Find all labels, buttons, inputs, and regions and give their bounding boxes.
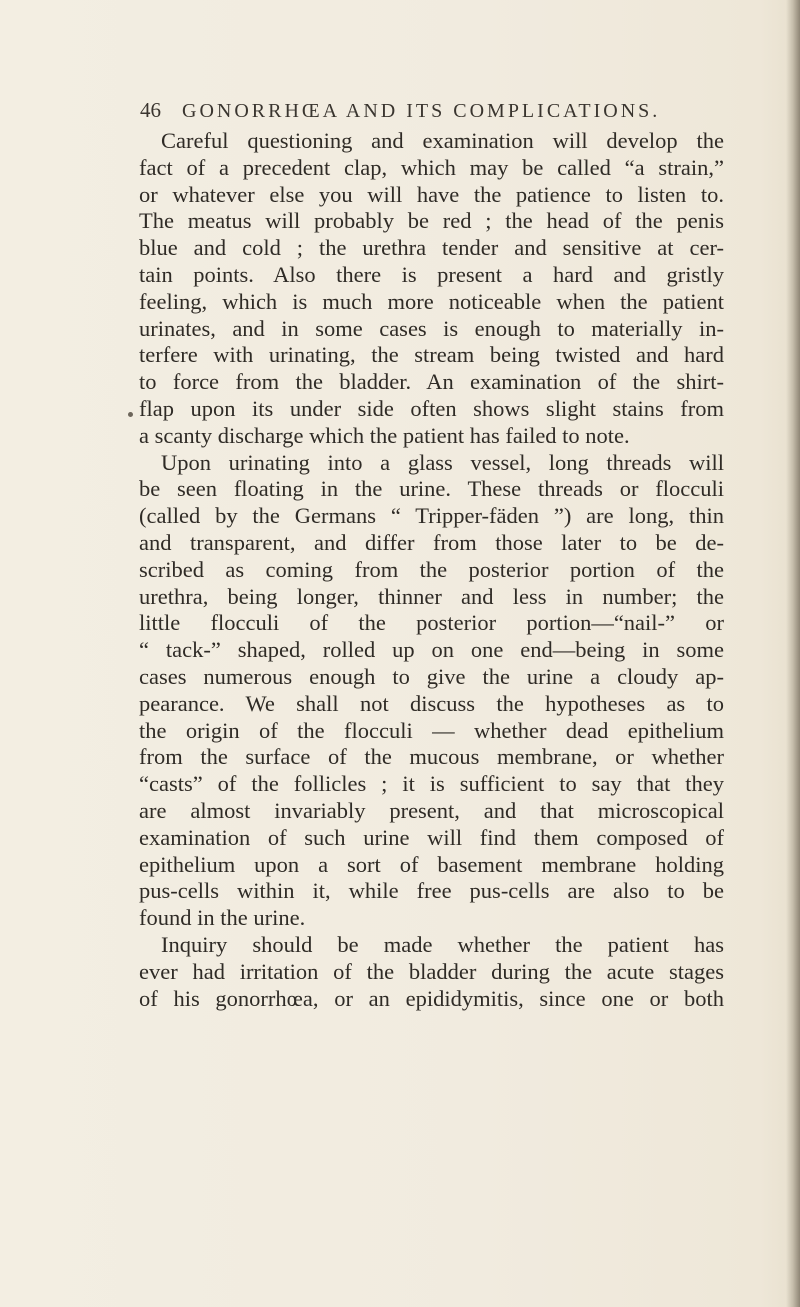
text-line: or whatever else you will have the patience to listen to. [139,181,724,207]
text-line: pus-cells within it, while free pus-cells are also to be [139,878,724,904]
text-line: found in the urine. [139,905,306,931]
page-edge-shadow [786,0,800,1307]
text-line: urinates, and in some cases is enough to materially in- [139,315,724,341]
text-line: pearance. We shall not discuss the hypotheses as to [139,690,724,716]
text-line: little flocculi of the posterior portion—“nail-” or [139,610,724,636]
text-line: terfere with urinating, the stream being twisted and hard [139,342,724,368]
text-line: and transparent, and differ from those later to be de- [139,529,724,555]
text-line: scribed as coming from the posterior portion of the [139,556,724,582]
text-line: examination of such urine will find them composed of [139,824,724,850]
text-line: of his gonorrhœa, or an epididymitis, since one or both [139,985,724,1011]
body-text [139,128,724,1012]
text-line: tain points. Also there is present a hard and gristly [139,261,724,287]
margin-ink-dot [128,412,133,417]
text-line: blue and cold ; the urethra tender and sensitive at cer- [139,235,724,261]
text-line: flap upon its under side often shows slight stains from [139,395,724,421]
text-line: a scanty discharge which the patient has failed to note. [139,422,630,448]
text-line: from the surface of the mucous membrane, or whether [139,744,724,770]
running-title: GONORRHŒA AND ITS COMPLICATIONS. [182,100,661,122]
text-line: are almost invariably present, and that microscopical [139,797,724,823]
text-line: the origin of the flocculi — whether dead epithelium [139,717,724,743]
text-line: to force from the bladder. An examination of the shirt- [139,369,724,395]
text-line: The meatus will probably be red ; the head of the penis [139,208,724,234]
text-line: Inquiry should be made whether the patient has [161,931,724,957]
text-line: cases numerous enough to give the urine a cloudy ap- [139,663,724,689]
text-line: epithelium upon a sort of basement membrane holding [139,851,724,877]
text-line: “ tack-” shaped, rolled up on one end—being in some [139,637,724,663]
text-line: Careful questioning and examination will develop the [161,128,724,153]
text-line: feeling, which is much more noticeable when the patient [139,288,724,314]
text-line: ever had irritation of the bladder during the acute stages [139,958,724,984]
text-line: (called by the Germans “ Tripper-fäden ”) are long, thin [139,503,724,529]
text-line: Upon urinating into a glass vessel, long threads will [161,449,724,475]
page-number: 46 [140,98,161,122]
text-line: fact of a precedent clap, which may be called “a strain,” [139,154,724,180]
text-line: urethra, being longer, thinner and less in number; the [139,583,724,609]
running-header [140,98,720,132]
text-line: “casts” of the follicles ; it is sufficient to say that they [139,771,724,797]
text-line: be seen floating in the urine. These threads or flocculi [139,476,724,502]
